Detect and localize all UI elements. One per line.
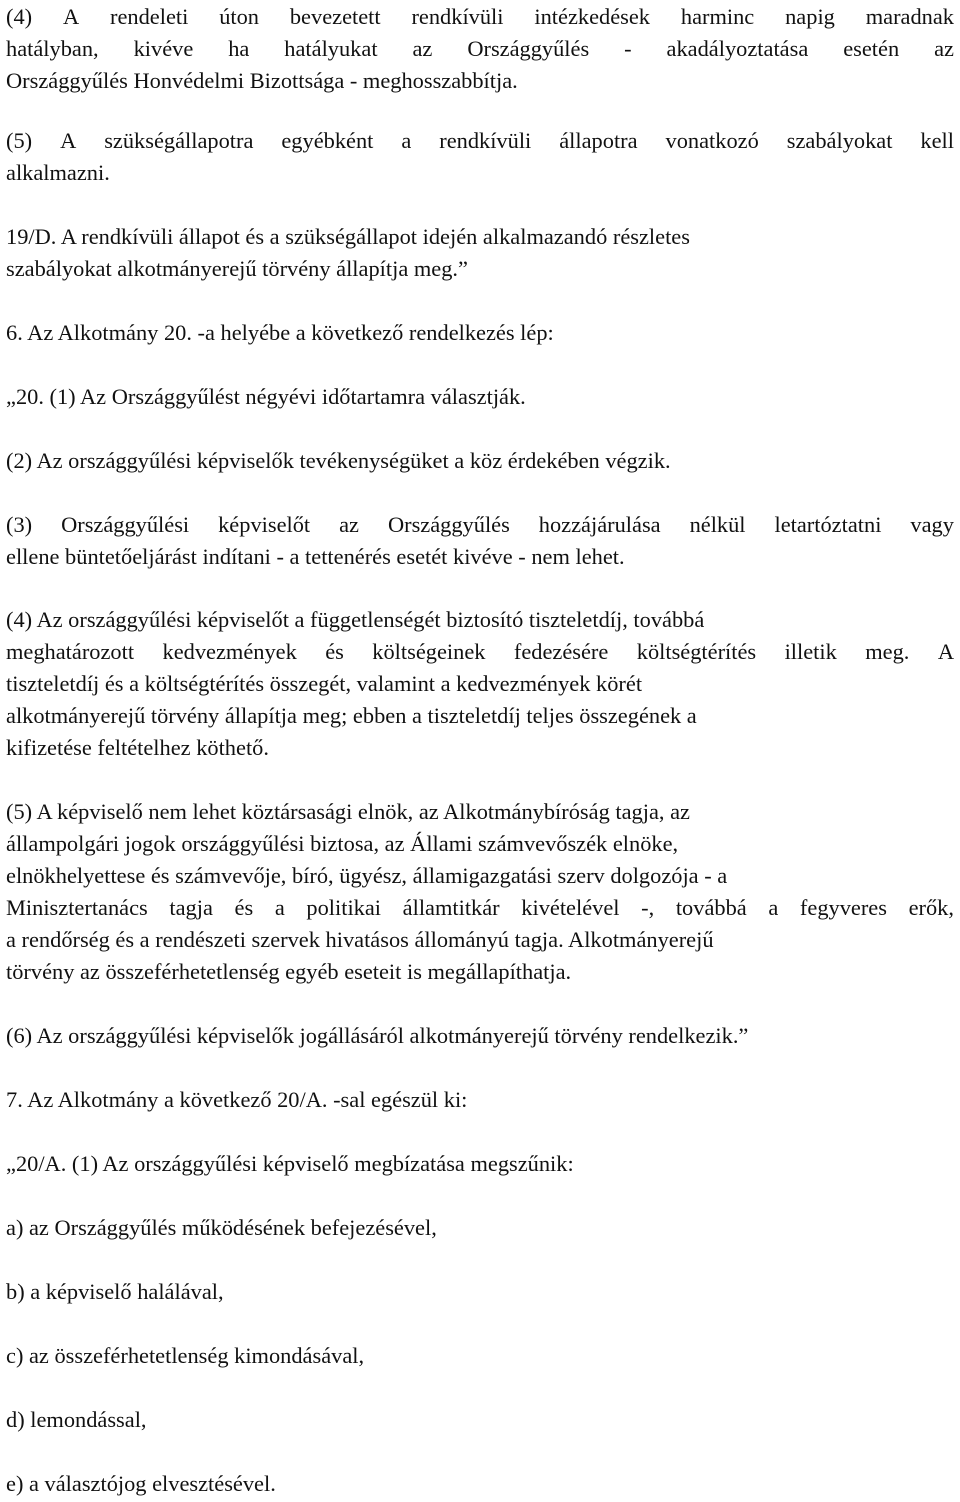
word: harminc xyxy=(680,4,755,29)
text-line: kifizetése feltételhez köthető. xyxy=(6,735,269,760)
word: Országgyűlési xyxy=(61,512,190,537)
word: fegyveres xyxy=(799,895,887,920)
text-line: (2) Az országgyűlési képviselők tevékenységüket a köz érdekében végzik. xyxy=(6,448,671,473)
text-line: alkalmazni. xyxy=(6,160,110,185)
word: a xyxy=(274,895,285,920)
text-line: 19/D. A rendkívüli állapot és a szükségállapot idején alkalmazandó részletes xyxy=(6,224,690,249)
word: letartóztatni xyxy=(774,512,882,537)
text-line: (6) Az országgyűlési képviselők jogállásáról alkotmányerejű törvény rendelkezik.” xyxy=(6,1023,749,1048)
word: Minisztertanács xyxy=(6,895,148,920)
word: (4) xyxy=(6,4,33,29)
word: költségtérítés xyxy=(636,639,757,664)
text-line: c) az összeférhetetlenség kimondásával, xyxy=(6,1343,365,1368)
word: rendeleti xyxy=(110,4,189,29)
word: tagja xyxy=(169,895,213,920)
word: hatályukat xyxy=(284,36,378,61)
text-line: „20/A. (1) Az országgyűlési képviselő megbízatása megszűnik: xyxy=(6,1151,574,1176)
word: és xyxy=(325,639,344,664)
text-line: e) a választójog elvesztésével. xyxy=(6,1471,276,1496)
word: a xyxy=(768,895,779,920)
text-line: d) lemondással, xyxy=(6,1407,147,1432)
text-line xyxy=(6,130,954,152)
text-line: a rendőrség és a rendészeti szervek hivatásos állományú tagja. Alkotmányerejű xyxy=(6,927,714,952)
word: erők, xyxy=(908,895,954,920)
word: bevezetett xyxy=(289,4,381,29)
text-line: b) a képviselő halálával, xyxy=(6,1279,224,1304)
text-line: szabályokat alkotmányerejű törvény állapítja meg.” xyxy=(6,256,468,281)
word: államtitkár xyxy=(402,895,500,920)
word: esetén xyxy=(843,36,900,61)
text-line xyxy=(6,641,954,663)
word: A xyxy=(937,639,954,664)
text-line: (5) A képviselő nem lehet köztársasági elnök, az Alkotmánybíróság tagja, az xyxy=(6,799,690,824)
word: - xyxy=(624,36,632,61)
word: napig xyxy=(785,4,835,29)
word: maradnak xyxy=(865,4,954,29)
word: kell xyxy=(920,128,954,153)
word: rendkívüli xyxy=(411,4,504,29)
word: rendkívüli xyxy=(439,128,532,153)
word: nélkül xyxy=(689,512,746,537)
word: vonatkozó xyxy=(665,128,759,153)
word: meg. xyxy=(865,639,910,664)
word: az xyxy=(412,36,433,61)
word: Országgyűlés xyxy=(467,36,590,61)
word: továbbá xyxy=(675,895,747,920)
text-line: 6. Az Alkotmány 20. -a helyébe a következő rendelkezés lép: xyxy=(6,320,554,345)
text-line: 7. Az Alkotmány a következő 20/A. -sal egészül ki: xyxy=(6,1087,468,1112)
text-line xyxy=(6,514,954,536)
word: hozzájárulása xyxy=(538,512,661,537)
word: egyébként xyxy=(281,128,374,153)
word: A xyxy=(62,4,80,29)
word: a xyxy=(401,128,412,153)
word: hatályban, xyxy=(6,36,99,61)
word: az xyxy=(934,36,954,61)
word: ha xyxy=(228,36,250,61)
word: kivéve xyxy=(133,36,194,61)
word: vagy xyxy=(910,512,954,537)
word: úton xyxy=(219,4,259,29)
text-line: tiszteletdíj és a költségtérítés összegét, valamint a kedvezmények körét xyxy=(6,671,643,696)
text-line: ellene büntetőeljárást indítani - a tettenérés esetét kivéve - nem lehet. xyxy=(6,544,625,569)
word: szabályokat xyxy=(786,128,893,153)
text-line: alkotmányerejű törvény állapítja meg; ebben a tiszteletdíj teljes összegének a xyxy=(6,703,697,728)
word: -, xyxy=(641,895,655,920)
text-line: a) az Országgyűlés működésének befejezésével, xyxy=(6,1215,437,1240)
word: (3) xyxy=(6,512,33,537)
word: politikai xyxy=(306,895,382,920)
word: A xyxy=(60,128,77,153)
word: az xyxy=(339,512,359,537)
word: szükségállapotra xyxy=(104,128,254,153)
text-line: törvény az összeférhetetlenség egyéb eseteit is megállapíthatja. xyxy=(6,959,572,984)
word: Országgyűlés xyxy=(387,512,510,537)
word: (5) xyxy=(6,128,33,153)
text-line xyxy=(6,897,954,919)
word: intézkedések xyxy=(534,4,651,29)
word: képviselőt xyxy=(218,512,311,537)
word: akadályoztatása xyxy=(666,36,809,61)
word: kedvezmények xyxy=(162,639,297,664)
word: fedezésére xyxy=(513,639,609,664)
word: kivételével xyxy=(521,895,620,920)
text-line: elnökhelyettese és számvevője, bíró, ügyész, államigazgatási szerv dolgozója - a xyxy=(6,863,728,888)
text-line: Országgyűlés Honvédelmi Bizottsága - meghosszabbítja. xyxy=(6,68,518,93)
text-line xyxy=(6,38,954,60)
text-line: „20. (1) Az Országgyűlést négyévi időtartamra választják. xyxy=(6,384,526,409)
word: meghatározott xyxy=(6,639,135,664)
word: illetik xyxy=(784,639,837,664)
text-line: állampolgári jogok országgyűlési biztosa, az Állami számvevőszék elnöke, xyxy=(6,831,679,856)
word: költségeinek xyxy=(372,639,486,664)
word: állapotra xyxy=(559,128,638,153)
text-line: (4) Az országgyűlési képviselőt a függetlenségét biztosító tiszteletdíj, továbbá xyxy=(6,607,705,632)
word: és xyxy=(234,895,254,920)
text-line xyxy=(6,6,954,28)
